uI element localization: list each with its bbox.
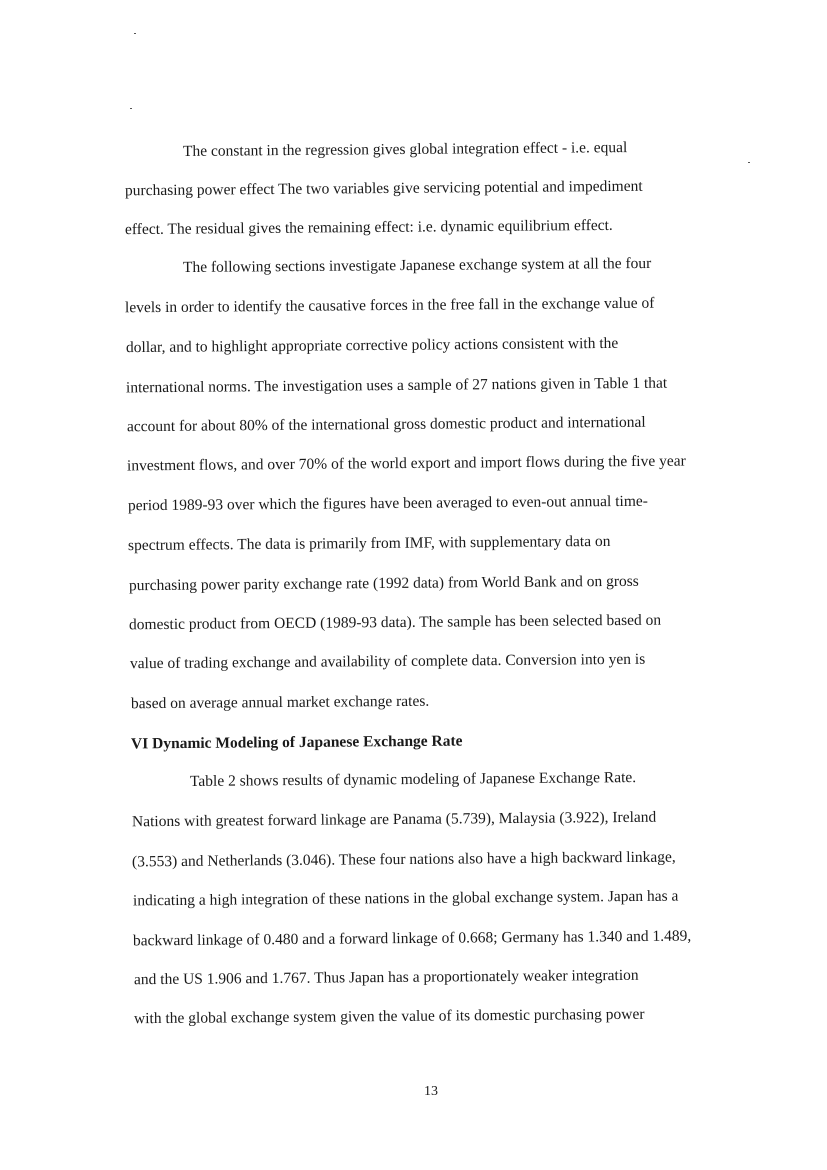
section-paragraph-line-4: indicating a high integration of these nations in the global exchange system. Japan has a [132,887,679,910]
scan-speck [130,108,132,109]
paragraph-2-line-6: investment flows, and over 70% of the world export and import flows during the five year [126,452,686,475]
paragraph-1-line-1: The constant in the regression gives global integration effect - i.e. equal [182,139,628,160]
section-paragraph-line-5: backward linkage of 0.480 and a forward linkage of 0.668; Germany has 1.340 and 1.489, [132,927,692,950]
section-paragraph-line-6: and the US 1.906 and 1.767. Thus Japan has a proportionately weaker integration [133,966,639,989]
paragraph-2-line-2: levels in order to identify the causative forces in the free fall in the exchange value of [124,294,655,317]
section-paragraph-line-7: with the global exchange system given the value of its domestic purchasing power [133,1005,645,1028]
paragraph-2-line-4: international norms. The investigation uses a sample of 27 nations given in Table 1 that [125,374,668,397]
section-paragraph-line-2: Nations with greatest forward linkage are Panama (5.739), Malaysia (3.922), Ireland [131,808,657,831]
paragraph-1-line-3: effect. The residual gives the remaining effect: i.e. dynamic equilibrium effect. [124,216,613,239]
paragraph-2-line-8: spectrum effects. The data is primarily from IMF, with supplementary data on [127,532,611,555]
page-number: 13 [424,1084,438,1099]
section-paragraph-line-1: Table 2 shows results of dynamic modeling of Japanese Exchange Rate. [189,769,637,790]
paragraph-2-line-9: purchasing power parity exchange rate (1992 data) from World Bank and on gross [128,572,639,595]
paragraph-2-line-11: value of trading exchange and availability of complete data. Conversion into yen is [129,650,646,673]
scan-speck [134,33,136,34]
paragraph-2-line-10: domestic product from OECD (1989-93 data). The sample has been selected based on [128,611,662,634]
paragraph-2-line-12: based on average annual market exchange rates. [130,692,430,713]
section-heading: VI Dynamic Modeling of Japanese Exchange Rate [130,732,463,753]
paragraph-2-line-7: period 1989-93 over which the figures have been averaged to even-out annual time- [127,492,648,515]
paragraph-2-line-5: account for about 80% of the international gross domestic product and international [126,413,646,436]
scan-speck [748,162,750,163]
paragraph-1-line-2: purchasing power effect The two variables give servicing potential and impediment [124,177,643,200]
section-paragraph-line-3: (3.553) and Netherlands (3.046). These four nations also have a high backward linkage, [131,848,676,871]
paragraph-2-line-1: The following sections investigate Japanese exchange system at all the four [182,254,652,277]
paragraph-2-line-3: dollar, and to highlight appropriate corrective policy actions consistent with the [125,334,619,357]
